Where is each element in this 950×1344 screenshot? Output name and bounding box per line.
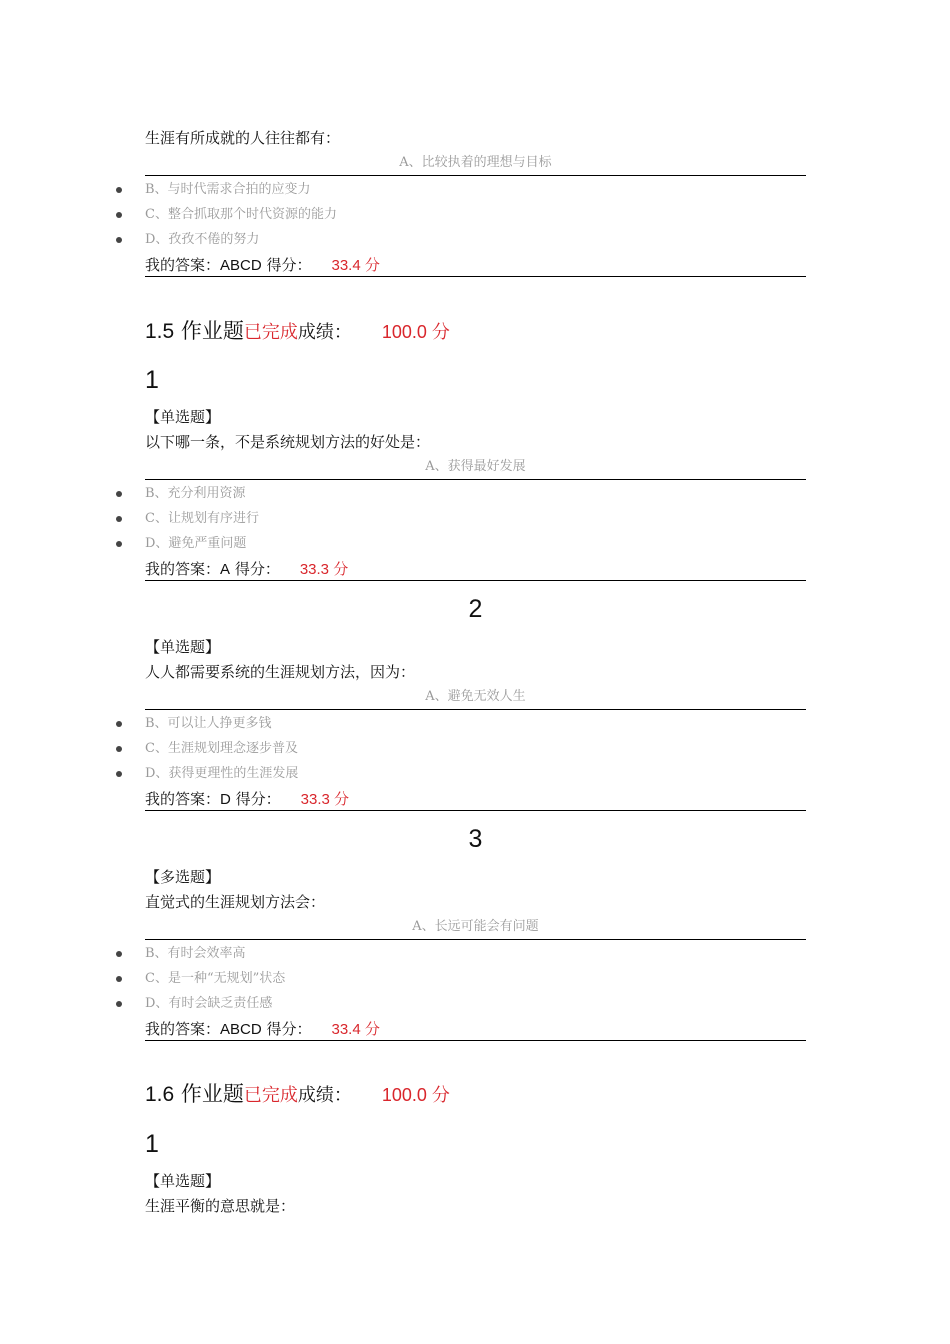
score-value: 33.3 分 [300, 791, 350, 808]
option-a: A、长远可能会有问题 [412, 919, 539, 934]
my-answer-line [145, 559, 348, 580]
answer-label: 我的答案： [145, 1020, 221, 1038]
question-number: 3 [468, 825, 483, 853]
question-number: 1 [145, 1130, 159, 1158]
section-heading [145, 318, 450, 346]
bullet-icon [116, 187, 122, 193]
divider [145, 175, 806, 176]
section-grade: 100.0 分 [381, 322, 450, 342]
question-type: 【多选题】 [145, 868, 221, 886]
score-label: 得分： [235, 790, 281, 808]
question-text: 以下哪一条，不是系统规划方法的好处是： [145, 433, 431, 451]
option-a: A、避免无效人生 [425, 689, 526, 704]
option-d: D、有时会缺乏责任感 [145, 995, 272, 1013]
answer-value: A [220, 561, 231, 578]
section-title: 作业题 [180, 319, 244, 343]
score-label: 得分： [234, 560, 280, 578]
divider [145, 580, 806, 581]
score-label: 得分： [266, 256, 312, 274]
section-status: 已完成 [243, 1085, 298, 1106]
question-text: 直觉式的生涯规划方法会： [145, 893, 326, 911]
bullet-icon [116, 541, 122, 547]
question-type: 【单选题】 [145, 408, 221, 426]
divider [145, 276, 806, 277]
divider [145, 479, 806, 480]
question-type: 【单选题】 [145, 638, 221, 656]
option-b: B、有时会效率高 [145, 945, 246, 963]
option-b: B、可以让人挣更多钱 [145, 715, 272, 733]
divider [145, 939, 806, 940]
option-d: D、避免严重问题 [145, 535, 246, 553]
bullet-icon [116, 491, 122, 497]
divider [145, 810, 806, 811]
question-number: 2 [468, 595, 483, 623]
bullet-icon [116, 237, 122, 243]
option-b: B、充分利用资源 [145, 485, 246, 503]
option-c: C、是一种“无规划”状态 [145, 970, 285, 988]
answer-value: ABCD [220, 1021, 262, 1038]
score-value: 33.4 分 [331, 1021, 380, 1038]
answer-label: 我的答案： [145, 560, 221, 578]
my-answer-line [145, 255, 380, 276]
section-title: 作业题 [180, 1082, 244, 1106]
score-value: 33.4 分 [331, 257, 380, 274]
section-grade-label: 成绩： [297, 1085, 352, 1106]
option-d: D、获得更理性的生涯发展 [145, 765, 298, 783]
bullet-icon [116, 516, 122, 522]
bullet-icon [116, 771, 122, 777]
answer-label: 我的答案： [145, 256, 221, 274]
option-d: D、孜孜不倦的努力 [145, 231, 259, 249]
option-c: C、生涯规划理念逐步普及 [145, 740, 298, 758]
question-text: 生涯有所成就的人往往都有： [145, 129, 341, 147]
my-answer-line [145, 789, 349, 810]
divider [145, 1040, 806, 1041]
score-value: 33.3 分 [299, 561, 349, 578]
option-a: A、比较执着的理想与目标 [399, 155, 552, 170]
section-number: 1.6 [145, 1083, 175, 1106]
option-a: A、获得最好发展 [425, 459, 526, 474]
divider [145, 709, 806, 710]
bullet-icon [116, 721, 122, 727]
score-label: 得分： [266, 1020, 312, 1038]
section-status: 已完成 [243, 322, 298, 343]
option-c: C、让规划有序进行 [145, 510, 259, 528]
answer-value: D [220, 791, 231, 808]
option-b: B、与时代需求合拍的应变力 [145, 181, 311, 199]
question-type: 【单选题】 [145, 1172, 221, 1190]
section-grade-label: 成绩： [297, 322, 352, 343]
section-heading [145, 1081, 450, 1109]
option-c: C、整合抓取那个时代资源的能力 [145, 206, 337, 224]
question-text: 人人都需要系统的生涯规划方法，因为： [145, 663, 416, 681]
bullet-icon [116, 212, 122, 218]
my-answer-line [145, 1019, 380, 1040]
bullet-icon [116, 951, 122, 957]
bullet-icon [116, 1001, 122, 1007]
question-text: 生涯平衡的意思就是： [145, 1197, 296, 1215]
answer-value: ABCD [220, 257, 262, 274]
section-grade: 100.0 分 [381, 1085, 450, 1105]
answer-label: 我的答案： [145, 790, 221, 808]
question-number: 1 [145, 366, 159, 394]
bullet-icon [116, 976, 122, 982]
bullet-icon [116, 746, 122, 752]
section-number: 1.5 [145, 320, 175, 343]
